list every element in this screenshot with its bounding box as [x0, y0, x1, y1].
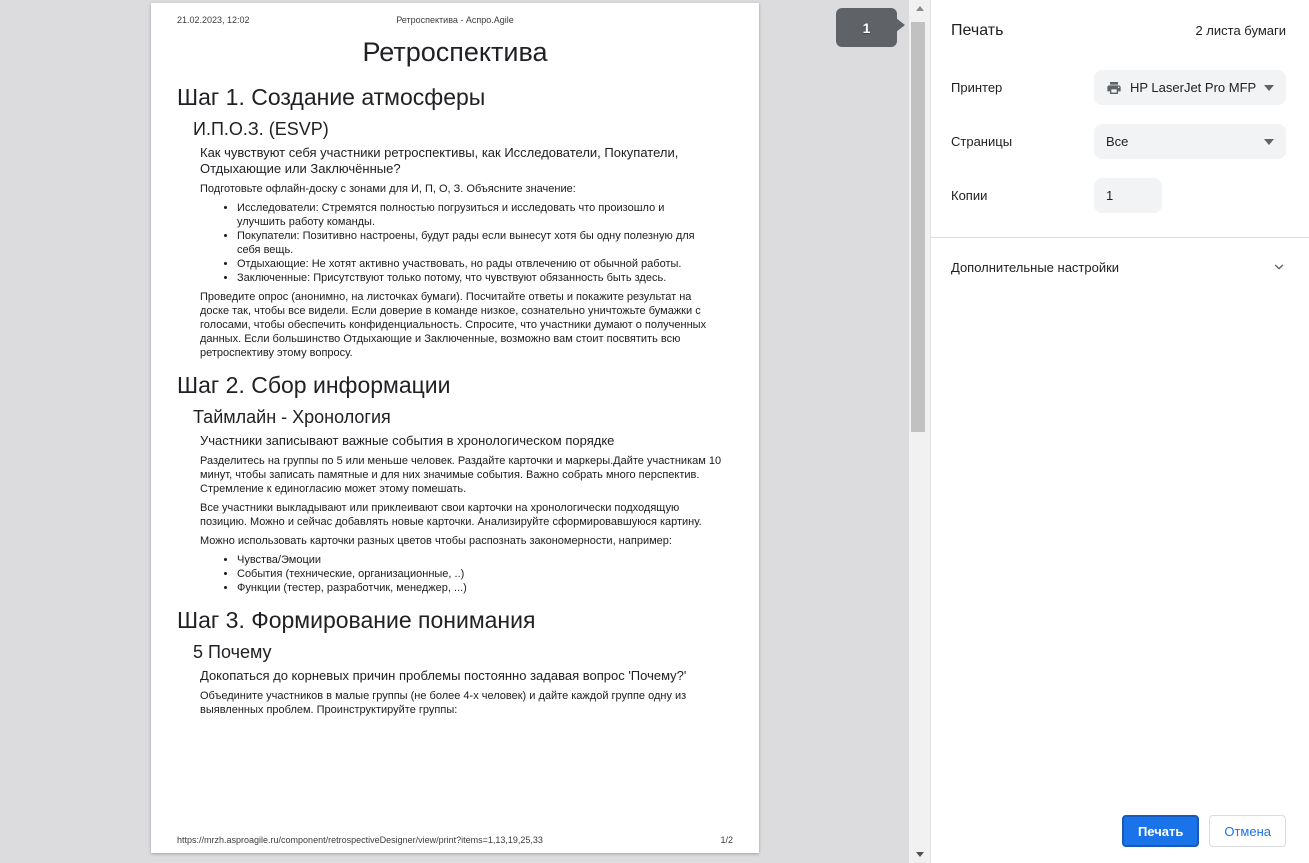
bullet-item: • Функции (тестер, разработчик, менеджер, ...) — [237, 581, 702, 595]
document-footer-url: https://mrzh.asproagile.ru/component/retrospectiveDesigner/view/print?items=1,13,19,25,33 — [177, 835, 543, 845]
copies-row — [951, 178, 1286, 213]
printer-label: Принтер — [951, 80, 1003, 95]
doc-h1: Шаг 3. Формирование понимания — [177, 607, 536, 633]
bullet-item: • Покупатели: Позитивно настроены, будут рады если вынесут хотя бы одну полезную для себя вещь. — [237, 229, 702, 257]
doc-lead: Как чувствуют себя участники ретроспективы, как Исследователи, Покупатели, Отдыхающие или Заключённые? — [200, 145, 679, 176]
doc-h2: Таймлайн - Хронология — [193, 407, 391, 427]
doc-p: Можно использовать карточки разных цветов чтобы распознать закономерности, например: — [200, 535, 672, 547]
document-footer — [177, 829, 733, 845]
doc-p: Подготовьте офлайн-доску с зонами для И, П, О, З. Объясните значение: — [200, 183, 576, 195]
copies-label: Копии — [951, 188, 988, 203]
cancel-button[interactable]: Отмена — [1209, 815, 1286, 847]
pages-selected-value: Все — [1106, 134, 1129, 149]
pages-row — [951, 124, 1286, 159]
panel-title: Печать — [951, 22, 1004, 39]
bullet-item: • Заключенные: Присутствуют только потому, что чувствуют обязанность быть здесь. — [237, 271, 702, 285]
copies-input[interactable] — [1094, 178, 1162, 213]
scrollbar-thumb[interactable] — [911, 22, 925, 432]
print-settings-panel — [930, 0, 1309, 863]
bullet-item: • Исследователи: Стремятся полностью погрузиться и исследовать что произошло и улучшить работу команды. — [237, 201, 702, 229]
printer-selected-value: HP LaserJet Pro MFP — [1130, 80, 1257, 95]
print-button[interactable]: Печать — [1122, 815, 1199, 847]
bullet-list — [177, 553, 702, 595]
doc-p: Проведите опрос (анонимно, на листочках бумаги). Посчитайте ответы и покажите результат на доске так, чтобы все видели. Если доверие в команде низкое, сознательно уничтожьте бумажки с голосами, чтобы обеспечить конфиденциальность. Спросите, что участники думают о полученных данных. Если большинство Отдыхающие и Заключенные, возможно вам стоит посвятить всю ретроспективу этому вопросу. — [200, 291, 707, 359]
dropdown-arrow-icon — [1264, 139, 1274, 145]
preview-scrollbar[interactable] — [909, 0, 930, 863]
document-page — [151, 3, 759, 853]
more-settings-label: Дополнительные настройки — [951, 259, 1120, 275]
document-header-title: Ретроспектива - Аспро.Agile — [396, 15, 514, 25]
printer-row — [951, 70, 1286, 105]
doc-p: Объедините участников в малые группы (не более 4-х человек) и дайте каждой группе одну из выявленных проблем. Проинструктируйте группы: — [200, 690, 687, 716]
pages-label: Страницы — [951, 134, 1013, 149]
document-body — [177, 72, 733, 829]
chevron-down-icon — [1272, 260, 1286, 274]
doc-p: Все участники выкладывают или приклеивают свои карточки на хронологически подходящую позицию. Можно и сейчас добавлять новые карточки. Анализируйте сформировавшуюся картину. — [200, 502, 702, 528]
document-footer-pagenum: 1/2 — [720, 835, 733, 845]
page-position-badge — [836, 8, 897, 47]
bullet-item: • События (технические, организационные, ..) — [237, 567, 702, 581]
doc-lead: Докопаться до корневых причин проблемы постоянно задавая вопрос 'Почему?' — [200, 668, 687, 683]
doc-h2: 5 Почему — [193, 642, 272, 662]
sheets-summary: 2 листа бумаги — [1195, 23, 1286, 38]
pages-select[interactable] — [1094, 124, 1286, 159]
more-settings-toggle[interactable] — [931, 238, 1309, 296]
document-title: Ретроспектива — [362, 37, 548, 67]
bullet-item: • Отдыхающие: Не хотят активно участвовать, но рады отвлечению от обычной работы. — [237, 257, 702, 271]
doc-h1: Шаг 2. Сбор информации — [177, 372, 451, 398]
printer-icon — [1106, 80, 1122, 96]
bullet-item: • Чувства/Эмоции — [237, 553, 702, 567]
doc-lead: Участники записывают важные события в хронологическом порядке — [200, 433, 615, 448]
scroll-up-icon[interactable] — [909, 0, 930, 17]
panel-actions — [1122, 815, 1286, 847]
page-badge-pointer — [896, 18, 905, 32]
scroll-down-icon[interactable] — [909, 846, 930, 863]
dropdown-arrow-icon — [1264, 85, 1274, 91]
printer-select[interactable] — [1094, 70, 1286, 105]
document-header-datetime: 21.02.2023, 12:02 — [177, 15, 250, 25]
page-position-number: 1 — [862, 19, 871, 36]
bullet-list — [177, 201, 702, 285]
doc-p: Разделитесь на группы по 5 или меньше человек. Раздайте карточки и маркеры.Дайте участникам 10 минут, чтобы записать памятные и для них значимые события. Важно собрать много перспектив. Стремление к единогласию может этому помешать. — [200, 455, 722, 495]
doc-h2: И.П.О.З. (ESVP) — [193, 119, 329, 139]
doc-h1: Шаг 1. Создание атмосферы — [177, 84, 486, 110]
panel-header — [931, 0, 1309, 40]
document-header — [177, 13, 733, 27]
